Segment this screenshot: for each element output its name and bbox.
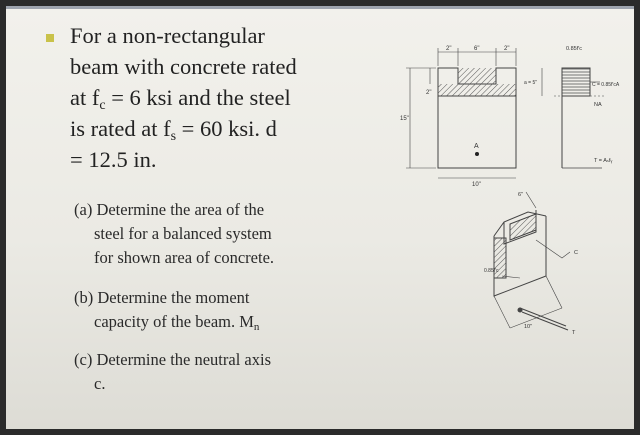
beam-figure xyxy=(386,26,626,406)
dim-6: 6" xyxy=(474,46,480,52)
label-tension-t: T = Aₛfᵧ xyxy=(594,158,613,164)
part-b-line-1: (b) Determine the moment xyxy=(74,288,250,307)
iso-label-085fc: 0.85f′c xyxy=(484,268,499,274)
steel-label-a: A xyxy=(474,143,479,150)
slide-top-border xyxy=(6,6,634,9)
label-a5: a = 5" xyxy=(524,80,538,86)
dim-15: 15" xyxy=(400,116,409,122)
part-c-line-1: (c) Determine the neutral axis xyxy=(74,350,271,369)
cross-section xyxy=(406,48,516,178)
part-c-line-2: c. xyxy=(94,374,106,393)
isometric-beam xyxy=(494,192,570,330)
part-a-line-1: (a) Determine the area of the xyxy=(74,200,265,219)
part-b-line-2: capacity of the beam. $M_n$ xyxy=(94,312,260,333)
statement-line-3: at $f_c = 6$ ksi and the steel xyxy=(70,85,291,113)
dim-10-bottom: 10" xyxy=(472,182,481,188)
iso-label-c: C xyxy=(574,250,578,256)
bullet-square-icon xyxy=(46,34,54,42)
problem-statement xyxy=(70,20,400,175)
label-085fc-top: 0.85f′c xyxy=(566,46,583,52)
statement-line-5: = 12.5 in. xyxy=(70,147,157,172)
part-a-line-3: for shown area of concrete. xyxy=(94,248,275,267)
iso-label-t: T xyxy=(572,330,576,336)
dim-2-side: 2" xyxy=(426,90,432,96)
part-a xyxy=(74,198,354,270)
statement-line-1: For a non-rectangular xyxy=(70,23,265,48)
part-b xyxy=(74,286,354,334)
part-a-line-2: steel for a balanced system xyxy=(94,224,272,243)
iso-dim-6: 6" xyxy=(518,192,524,198)
statement-line-2: beam with concrete rated xyxy=(70,54,297,79)
statement-line-4: is rated at $f_s = 60$ ksi. d xyxy=(70,116,277,144)
part-c xyxy=(74,348,354,396)
slide xyxy=(6,6,634,429)
label-na: NA xyxy=(594,102,602,108)
dim-2-right: 2" xyxy=(504,46,510,52)
iso-dim-10: 10" xyxy=(524,324,533,330)
label-compression-c: C = 0.85f′cA xyxy=(592,82,620,88)
dim-2-left: 2" xyxy=(446,46,452,52)
